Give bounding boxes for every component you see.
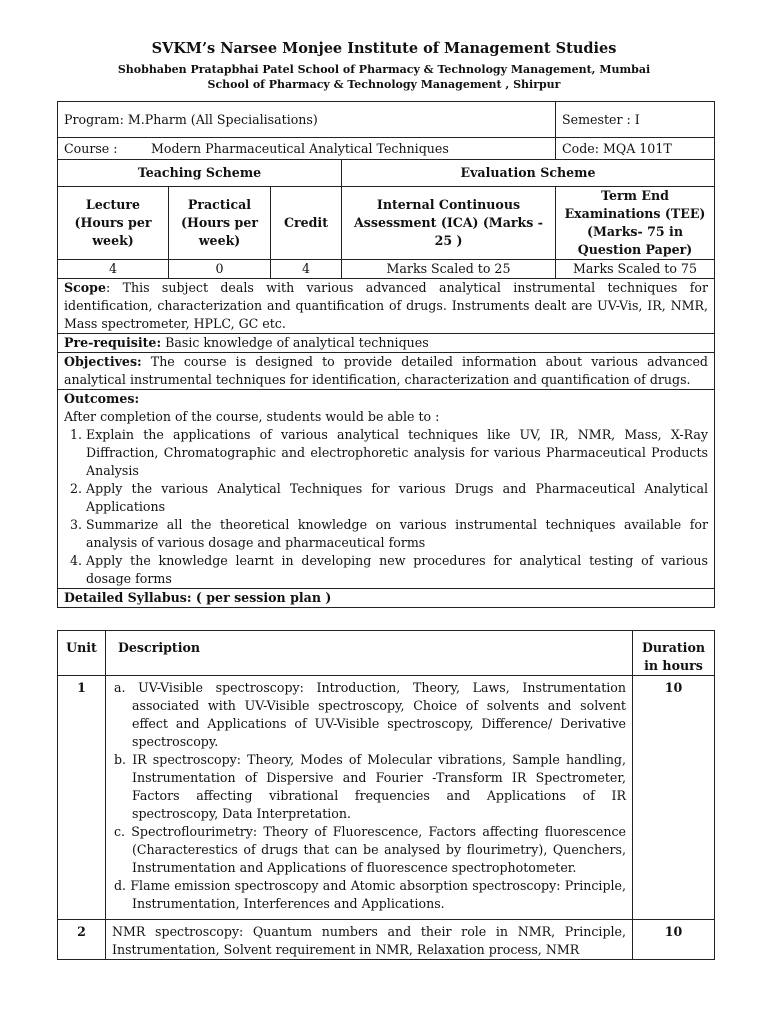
description-column-header: Description [106,631,633,676]
course-code: Code: MQA 101T [556,138,715,160]
course-cell [58,138,556,160]
lecture-heading: Lecture (Hours per week) [58,187,169,260]
duration-column-header: Duration in hours [633,631,715,676]
school-line-2: School of Pharmacy & Technology Management , Shirpur [207,78,561,91]
list-item: c. Spectroflourimetry: Theory of Fluorescence, Factors affecting fluorescence (Characterestics of drugs that can be analysed by flourimetry), Quenchers, Instrumentation and Applications of fluorescence spectrophotometer. [114,824,626,875]
unit-topic-list [112,679,626,913]
prerequisite-label: Pre-requisite: [64,335,162,350]
outcomes-intro: After completion of the course, students would be able to : [64,409,440,424]
program-cell: Program: M.Pharm (All Specialisations) [58,102,556,138]
unit-description [106,676,633,920]
unit-column-header: Unit [58,631,106,676]
semester-cell: Semester : I [556,102,715,138]
credit-value: 4 [271,260,342,279]
credit-heading: Credit [271,187,342,260]
unit-description: NMR spectroscopy: Quantum numbers and their role in NMR, Principle, Instrumentation, Solvent requirement in NMR, Relaxation process, NMR [106,920,633,960]
table-row [58,920,715,960]
ica-heading: Internal Continuous Assessment (ICA) (Marks - 25 ) [342,187,556,260]
unit-duration: 10 [633,676,715,920]
evaluation-scheme-heading: Evaluation Scheme [342,160,715,187]
lecture-value: 4 [58,260,169,279]
syllabus-table [57,630,715,960]
scope-text: : This subject deals with various advanced analytical instrumental techniques for identification, characterization and quantification of drugs. Instruments dealt are UV-Vis, IR, NMR, Mass spectrometer, HPLC, GC etc. [64,280,708,331]
outcomes-cell [58,390,715,589]
unit-duration: 10 [633,920,715,960]
syllabus-heading: Detailed Syllabus: ( per session plan ) [58,589,715,608]
outcomes-list [64,426,708,588]
scope-label: Scope [64,280,106,295]
scope-cell [58,279,715,334]
list-item: b. IR spectroscopy: Theory, Modes of Molecular vibrations, Sample handling, Instrumentation of Dispersive and Fourier -Transform IR Spectrometer, Factors affecting vibrational frequencies and Applications of IR spectroscopy, Data Interpretation. [114,752,626,821]
objectives-text: The course is designed to provide detailed information about various advanced analytical instrumental techniques for identification, characterization and quantification of drugs. [64,354,708,387]
tee-value: Marks Scaled to 75 [556,260,715,279]
outcome-item: 4. Apply the knowledge learnt in developing new procedures for analytical testing of various dosage forms [86,552,708,588]
teaching-scheme-heading: Teaching Scheme [58,160,342,187]
prerequisite-text: Basic knowledge of analytical techniques [161,335,429,350]
school-line-1: Shobhaben Pratapbhai Patel School of Pharmacy & Technology Management, Mumbai [117,63,651,76]
practical-value: 0 [169,260,271,279]
unit-number: 2 [58,920,106,960]
outcome-item: 1. Explain the applications of various analytical techniques like UV, IR, NMR, Mass, X-Ray Diffraction, Chromatographic and electrophoretic analysis for various Pharmaceutical Products Analysis [86,426,708,480]
objectives-label: Objectives: [64,354,142,369]
outcomes-label: Outcomes: [64,391,140,406]
unit-number: 1 [58,676,106,920]
course-info-table [57,101,715,608]
course-name: Modern Pharmaceutical Analytical Techniques [151,140,449,156]
outcome-item: 3. Summarize all the theoretical knowledge on various instrumental techniques available for analysis of various dosage and pharmaceutical forms [86,516,708,552]
institute-title: SVKM’s Narsee Monjee Institute of Management Studies [151,40,617,57]
objectives-cell [58,353,715,390]
list-item: d. Flame emission spectroscopy and Atomic absorption spectroscopy: Principle, Instrumentation, Interferences and Applications. [114,878,626,911]
course-label: Course : [64,140,118,156]
ica-value: Marks Scaled to 25 [342,260,556,279]
practical-heading: Practical (Hours per week) [169,187,271,260]
list-item: a. UV-Visible spectroscopy: Introduction, Theory, Laws, Instrumentation associated with UV-Visible spectroscopy, Choice of solvents and solvent effect and Applications of UV-Visible spectroscopy, Difference/ Derivative spectroscopy. [114,680,626,749]
outcome-item: 2. Apply the various Analytical Techniques for various Drugs and Pharmaceutical Analytical Applications [86,480,708,516]
tee-heading: Term End Examinations (TEE) (Marks- 75 in Question Paper) [556,187,715,260]
table-row [58,676,715,920]
prerequisite-cell [58,334,715,353]
